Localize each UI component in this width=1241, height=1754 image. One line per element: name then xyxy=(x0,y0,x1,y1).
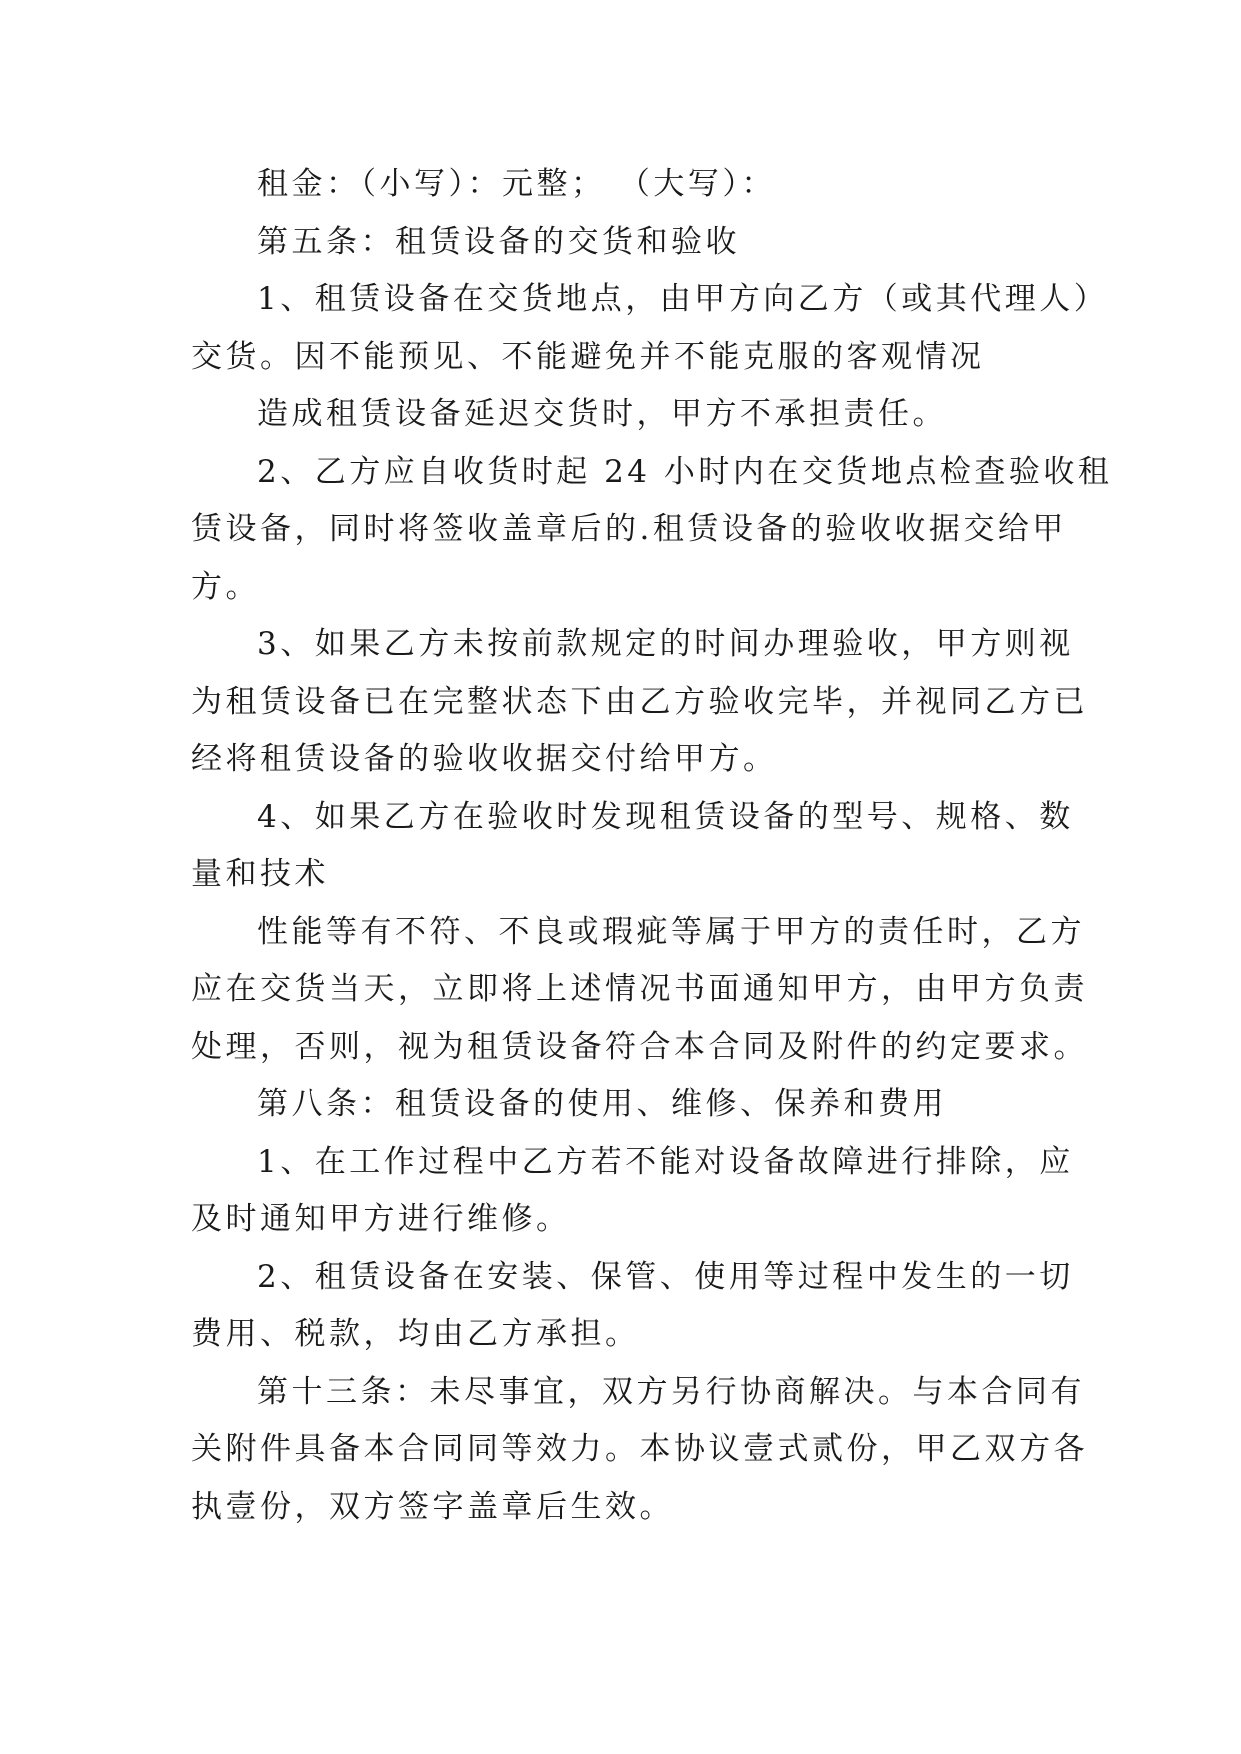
text-line: 处理，否则，视为租赁设备符合本合同及附件的约定要求。 xyxy=(191,1028,1088,1065)
text-line: 费用、税款，均由乙方承担。 xyxy=(191,1316,640,1352)
text-line: 量和技术 xyxy=(191,856,329,892)
text-line: 4、如果乙方在验收时发现租赁设备的型号、规格、数 xyxy=(257,798,1074,835)
text-line: 执壹份，双方签字盖章后生效。 xyxy=(191,1488,674,1525)
text-line: 1、在工作过程中乙方若不能对设备故障进行排除，应 xyxy=(257,1143,1074,1180)
section-heading: 第五条：租赁设备的交货和验收 xyxy=(257,223,740,260)
section-heading: 第八条：租赁设备的使用、维修、保养和费用 xyxy=(257,1086,947,1122)
text-line: 造成租赁设备延迟交货时，甲方不承担责任。 xyxy=(257,396,947,432)
text-line: 经将租赁设备的验收收据交付给甲方。 xyxy=(191,741,778,777)
text-line: 关附件具备本合同同等效力。本协议壹式贰份，甲乙双方各 xyxy=(191,1431,1088,1467)
section-heading: 第十三条：未尽事宜，双方另行协商解决。与本合同有 xyxy=(257,1373,1085,1410)
document-body xyxy=(191,156,1113,1536)
text-line: 3、如果乙方未按前款规定的时间办理验收，甲方则视 xyxy=(257,626,1074,662)
text-line: 2、租赁设备在安装、保管、使用等过程中发生的一切 xyxy=(257,1258,1074,1295)
text-line: 2、乙方应自收货时起 24 小时内在交货地点检查验收租 xyxy=(257,453,1113,490)
text-line: 为租赁设备已在完整状态下由乙方验收完毕，并视同乙方已 xyxy=(191,683,1088,720)
text-line: 性能等有不符、不良或瑕疵等属于甲方的责任时，乙方 xyxy=(257,913,1085,950)
text-line: 方。 xyxy=(191,568,260,605)
text-line: 交货。因不能预见、不能避免并不能克服的客观情况 xyxy=(191,338,985,375)
text-line: 租金：（小写）：元整； （大写）： xyxy=(257,166,776,202)
text-line: 及时通知甲方进行维修。 xyxy=(191,1201,571,1237)
text-line: 应在交货当天，立即将上述情况书面通知甲方，由甲方负责 xyxy=(191,971,1088,1007)
text-line: 1、租赁设备在交货地点，由甲方向乙方（或其代理人） xyxy=(257,281,1109,317)
text-line: 赁设备，同时将签收盖章后的.租赁设备的验收收据交给甲 xyxy=(191,511,1067,547)
